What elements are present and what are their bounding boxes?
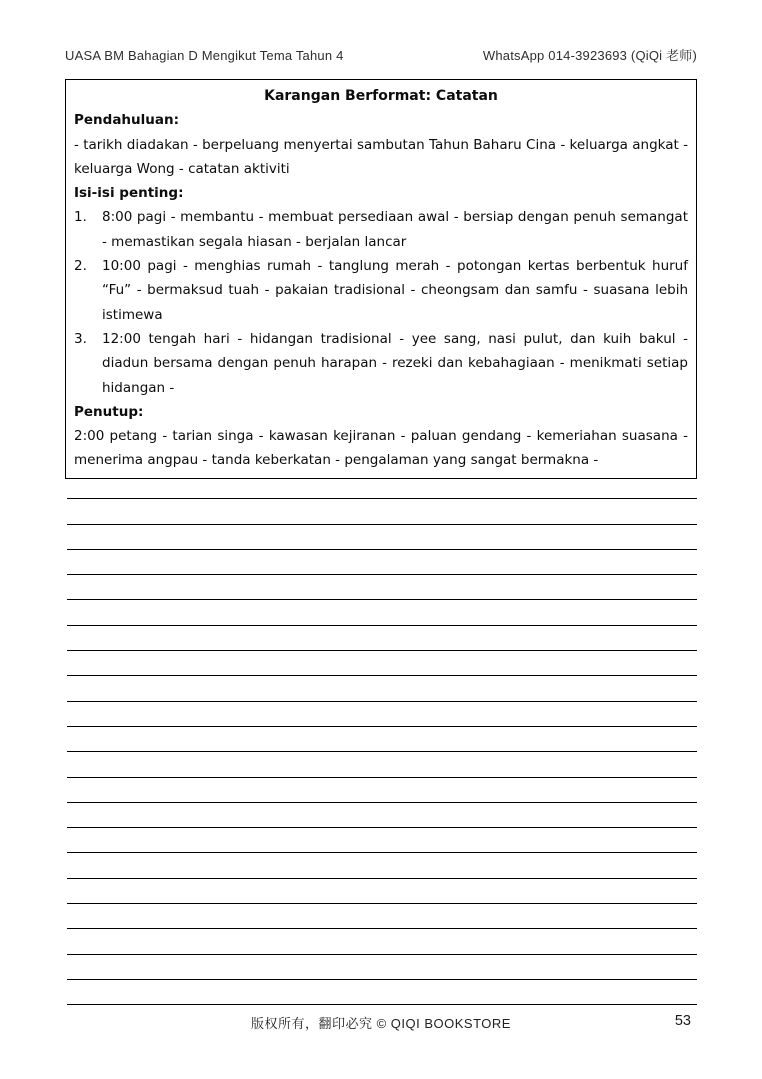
writing-line xyxy=(67,803,697,828)
writing-line xyxy=(67,676,697,701)
writing-line xyxy=(67,600,697,625)
writing-line xyxy=(67,853,697,878)
item-text: 12:00 tengah hari - hidangan tradisional - yee sang, nasi pulut, dan kuih bakul - diadun bersama dengan penuh harapan - rezeki dan kebahagiaan - menikmati setiap hidangan - xyxy=(102,330,688,396)
isi-item-3 xyxy=(74,327,688,400)
isi-item-1 xyxy=(74,205,688,254)
writing-line xyxy=(67,575,697,600)
writing-line xyxy=(67,955,697,980)
writing-line xyxy=(67,550,697,575)
item-text: 10:00 pagi - menghias rumah - tanglung merah - potongan kertas berbentuk huruf “Fu” - bermaksud tuah - pakaian tradisional - cheongsam dan samfu - suasana lebih istimewa xyxy=(102,258,688,323)
writing-line xyxy=(67,828,697,853)
writing-line xyxy=(67,879,697,904)
page-footer xyxy=(65,1013,697,1033)
writing-line xyxy=(67,525,697,550)
writing-line xyxy=(67,752,697,777)
isi-heading: Isi-isi penting: xyxy=(74,185,184,202)
writing-line xyxy=(67,474,697,499)
prompt-box xyxy=(65,79,697,479)
writing-line xyxy=(67,929,697,954)
penutup-body: 2:00 petang - tarian singa - kawasan kejiranan - paluan gendang - kemeriahan suasana - menerima angpau - tanda keberkatan - pengalaman yang sangat bermakna - xyxy=(74,428,688,469)
prompt-title: Karangan Berformat: Catatan xyxy=(264,88,498,104)
writing-line xyxy=(67,980,697,1005)
page-number: 53 xyxy=(674,1013,691,1029)
writing-line xyxy=(67,904,697,929)
footer-copyright: 版权所有，翻印必究 © QIQI BOOKSTORE xyxy=(251,1016,511,1031)
pendahuluan-body: - tarikh diadakan - berpeluang menyertai sambutan Tahun Baharu Cina - keluarga angkat - keluarga Wong - catatan aktiviti xyxy=(74,136,688,177)
page-header xyxy=(65,45,697,64)
answer-lines xyxy=(67,474,697,1005)
item-number: 1. xyxy=(74,209,87,226)
pendahuluan-heading: Pendahuluan: xyxy=(74,112,180,129)
writing-line xyxy=(67,778,697,803)
penutup-heading: Penutup: xyxy=(74,403,144,420)
isi-item-2 xyxy=(74,254,688,327)
writing-line xyxy=(67,626,697,651)
writing-line xyxy=(67,702,697,727)
writing-line xyxy=(67,727,697,752)
item-text: 8:00 pagi - membantu - membuat persediaan awal - bersiap dengan penuh semangat - memastikan segala hiasan - berjalan lancar xyxy=(102,209,688,250)
writing-line xyxy=(67,651,697,676)
writing-line xyxy=(67,499,697,524)
item-number: 3. xyxy=(74,330,87,347)
worksheet-page xyxy=(65,0,697,1079)
header-left-text: UASA BM Bahagian D Mengikut Tema Tahun 4 xyxy=(65,48,344,63)
item-number: 2. xyxy=(74,258,87,275)
header-right-text: WhatsApp 014-3923693 (QiQi 老师) xyxy=(482,48,697,63)
